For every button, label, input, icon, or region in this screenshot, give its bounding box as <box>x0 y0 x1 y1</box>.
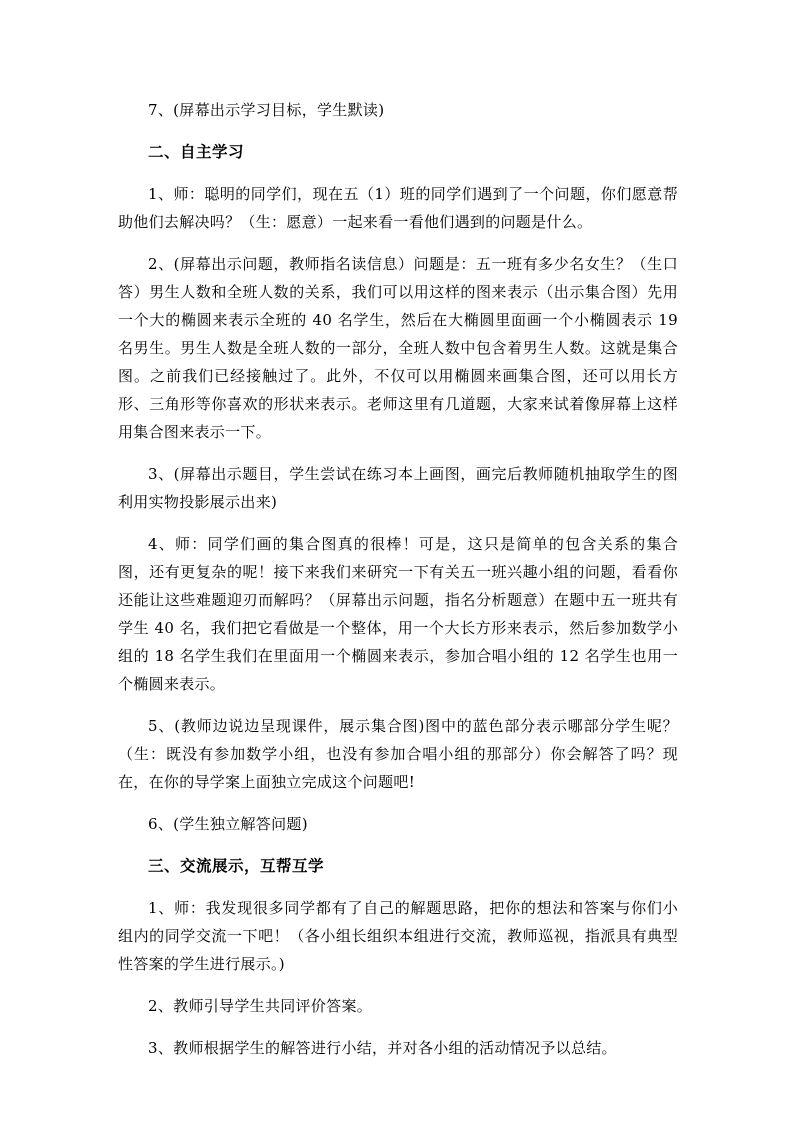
paragraph-self-study-5: 5、(教师边说边呈现课件，展示集合图)图中的蓝色部分表示哪部分学生呢？（生：既没有参加数学小组，也没有参加合唱小组的那部分）你会解答了吗？现在，在你的导学案上面独立完成这个问题吧! <box>118 717 678 791</box>
section-heading-self-study: 二、自主学习 <box>148 142 245 161</box>
section-heading-exchange: 三、交流展示，互帮互学 <box>148 856 325 875</box>
paragraph-exchange-1: 1、师：我发现很多同学都有了自己的解题思路，把你的想法和答案与你们小组内的同学交流一下吧！（各小组长组织本组进行交流，教师巡视，指派具有典型性答案的学生进行展示。) <box>118 899 678 973</box>
paragraph-self-study-4: 4、师：同学们画的集合图真的很棒！可是，这只是简单的包含关系的集合图，还有更复杂的呢！接下来我们来研究一下有关五一班兴趣小组的问题，看看你还能让这些难题迎刃而解吗？（屏幕出示问题，指名分析题意）在题中五一班共有学生 40 名，我们把它看做是一个整体，用一个大长方形来表示，然后参加数学小组的 18 名学生我们在里面用一个椭圆来表示，参加合唱小组的 12 名学生也用一个椭圆来表示。 <box>118 535 678 693</box>
paragraph-exchange-2: 2、教师引导学生共同评价答案。 <box>148 997 373 1015</box>
paragraph-self-study-3: 3、(屏幕出示题目，学生尝试在练习本上画图，画完后教师随机抽取学生的图利用实物投影展示出来) <box>118 465 678 511</box>
paragraph-step-7-objectives: 7、(屏幕出示学习目标，学生默读) <box>148 101 385 119</box>
paragraph-self-study-2: 2、(屏幕出示问题，教师指名读信息）问题是：五一班有多少名女生？（生口答）男生人数和全班人数的关系，我们可以用这样的图来表示（出示集合图）先用一个大的椭圆来表示全班的 40 名学生，然后在大椭圆里面画一个小椭圆表示 19 名男生。男生人数是全班人数的一部分，全班人数中包含着男生人数。这就是集合图。之前我们已经接触过了。此外，不仅可以用椭圆来画集合图，还可以用长方形、三角形等你喜欢的形状来表示。老师这里有几道题，大家来试着像屏幕上这样用集合图来表示一下。 <box>118 255 678 441</box>
paragraph-self-study-1: 1、师：聪明的同学们，现在五（1）班的同学们遇到了一个问题，你们愿意帮助他们去解决吗？（生：愿意）一起来看一看他们遇到的问题是什么。 <box>118 185 678 231</box>
paragraph-self-study-6: 6、(学生独立解答问题) <box>148 815 308 833</box>
paragraph-exchange-3: 3、教师根据学生的解答进行小结，并对各小组的活动情况予以总结。 <box>148 1039 617 1057</box>
document-body <box>118 96 678 1076</box>
